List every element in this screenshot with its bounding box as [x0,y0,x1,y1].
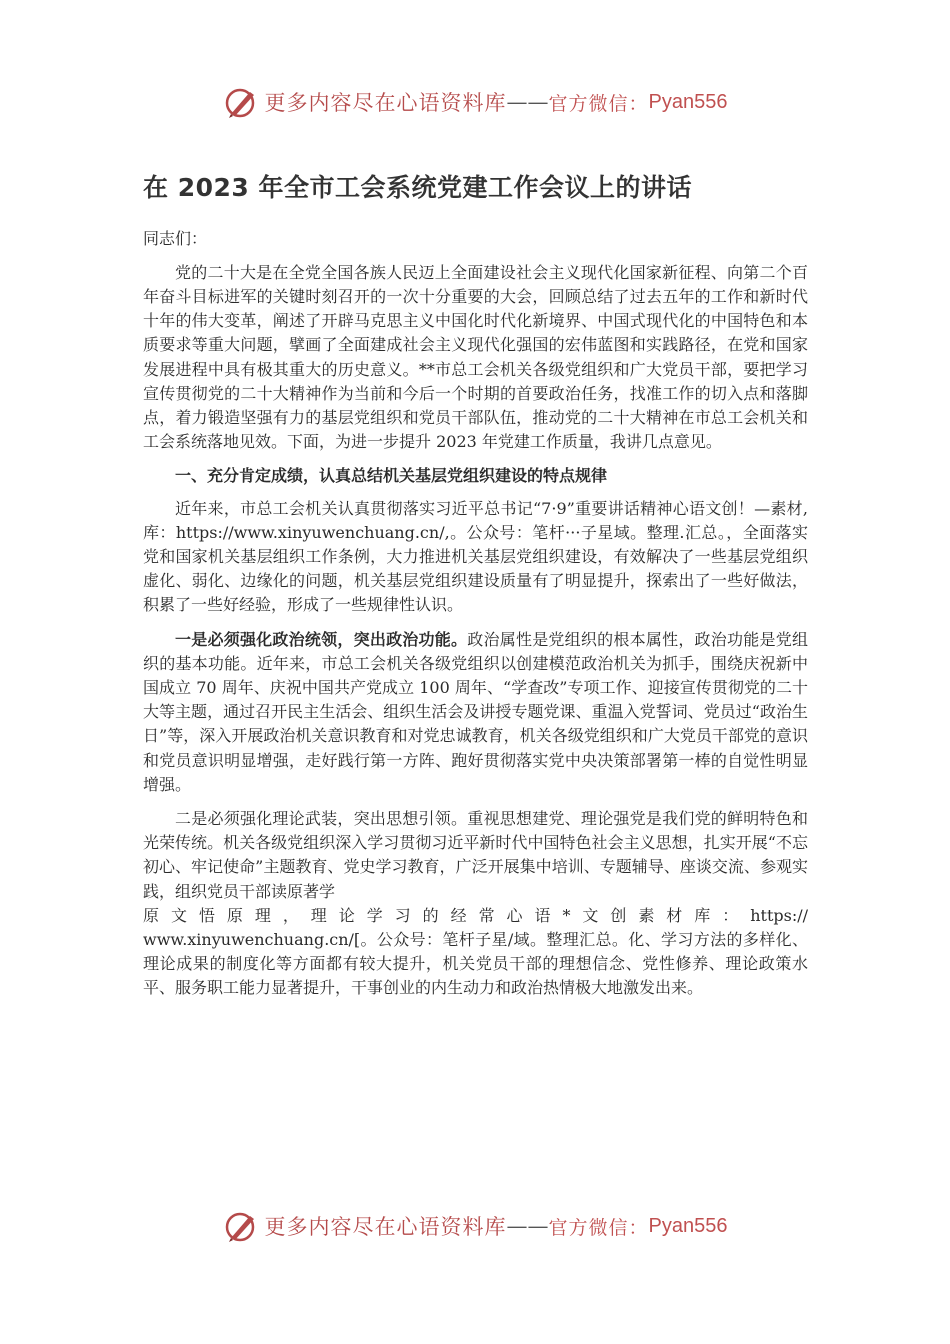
banner-text: 更多内容尽在心语资料库 [264,1215,507,1239]
paragraph-1: 近年来，市总工会机关认真贯彻落实习近平总书记“7·9”重要讲话精神心语文创！—素材,库：https://www.xinyuwenchuang.cn/,。公众号：笔杆···子星域。整理.汇总。，全面落实党和国家机关基层组织工作条例，大力推进机关基层党组织建设，有效解决了一些基层党组织虚化、弱化、边缘化的问题，机关基层党组织建设质量有了明显提升，探索出了一些好做法，积累了一些好经验，形成了一些规律性认识。 [143,498,808,615]
point-2-paragraph-b: 原文悟原理，理论学习的经常心语*文创素材库：https:// [143,905,808,925]
banner-separator: —— [506,90,549,114]
document-body [143,172,808,1001]
intro-paragraph: 党的二十大是在全党全国各族人民迈上全面建设社会主义现代化国家新征程、向第二个百年奋斗目标进军的关键时刻召开的一次十分重要的大会，回顾总结了过去五年的工作和新时代十年的伟大变革，阐述了开辟马克思主义中国化时代化新境界、中国式现代化的中国特色和本质要求等重大问题，擘画了全面建成社会主义现代化强国的宏伟蓝图和实践路径，在党和国家发展进程中具有极其重大的历史意义。**市总工会机关各级党组织和广大党员干部，要把学习宣传贯彻党的二十大精神作为当前和今后一个时期的首要政治任务，找准工作的切入点和落脚点，着力锻造坚强有力的基层党组织和党员干部队伍，推动党的二十大精神在市总工会机关和工会系统落地见效。下面，为进一步提升 2023 年党建工作质量，我讲几点意见。 [143,262,808,452]
banner-wechat-id: Pyan556 [648,1214,728,1237]
point-1-paragraph [143,628,808,797]
banner-wechat-label: 官方微信： [548,92,649,115]
point-2-paragraph-c: www.xinyuwenchuang.cn/[。公众号：笔杆子星/域。整理汇总。化、学习方法的多样化、理论成果的制度化等方面都有较大提升，机关党员干部的理想信念、党性修养、理论政策水平、服务职工能力显著提升，干事创业的内生动力和政治热情极大地激发出来。 [143,929,808,998]
section-heading-1: 一、充分肯定成绩，认真总结机关基层党组织建设的特点规律 [175,466,608,486]
banner-text: 更多内容尽在心语资料库 [264,91,507,115]
point-2-paragraph-a: 二是必须强化理论武装，突出思想引领。重视思想建党、理论强党是我们党的鲜明特色和光荣传统。机关各级党组织深入学习贯彻习近平新时代中国特色社会主义思想，扎实开展“不忘初心、牢记使命”主题教育、党史学习教育，广泛开展集中培训、专题辅导、座谈交流、参观实践，组织党员干部读原著学 [143,808,808,901]
watermark-banner-top [0,82,950,122]
point-1-lead: 一是必须强化政治统领，突出政治功能。 [175,629,468,649]
salutation: 同志们： [143,228,208,248]
banner-wechat-id: Pyan556 [648,90,728,113]
pen-logo-icon [223,1208,259,1244]
watermark-banner-bottom [0,1206,950,1246]
document-title: 在 2023 年全市工会系统党建工作会议上的讲话 [143,173,692,202]
point-1-body: 政治属性是党组织的根本属性，政治功能是党组织的基本功能。近年来，市总工会机关各级党组织以创建模范政治机关为抓手，围绕庆祝新中国成立 70 周年、庆祝中国共产党成立 100 周年、“学查改”专项工作、迎接宣传贯彻党的二十大等主题，通过召开民主生活会、组织生活会及讲授专题党课、重温入党誓词、党员过“政治生日”等，深入开展政治机关意识教育和对党忠诚教育，机关各级党组织和广大党员干部党的意识和党员意识明显增强，走好践行第一方阵、跑好贯彻落实党中央决策部署第一棒的自觉性明显增强。 [143,629,808,794]
pen-logo-icon [223,84,259,120]
banner-separator: —— [506,1214,549,1238]
banner-wechat-label: 官方微信： [548,1216,649,1239]
